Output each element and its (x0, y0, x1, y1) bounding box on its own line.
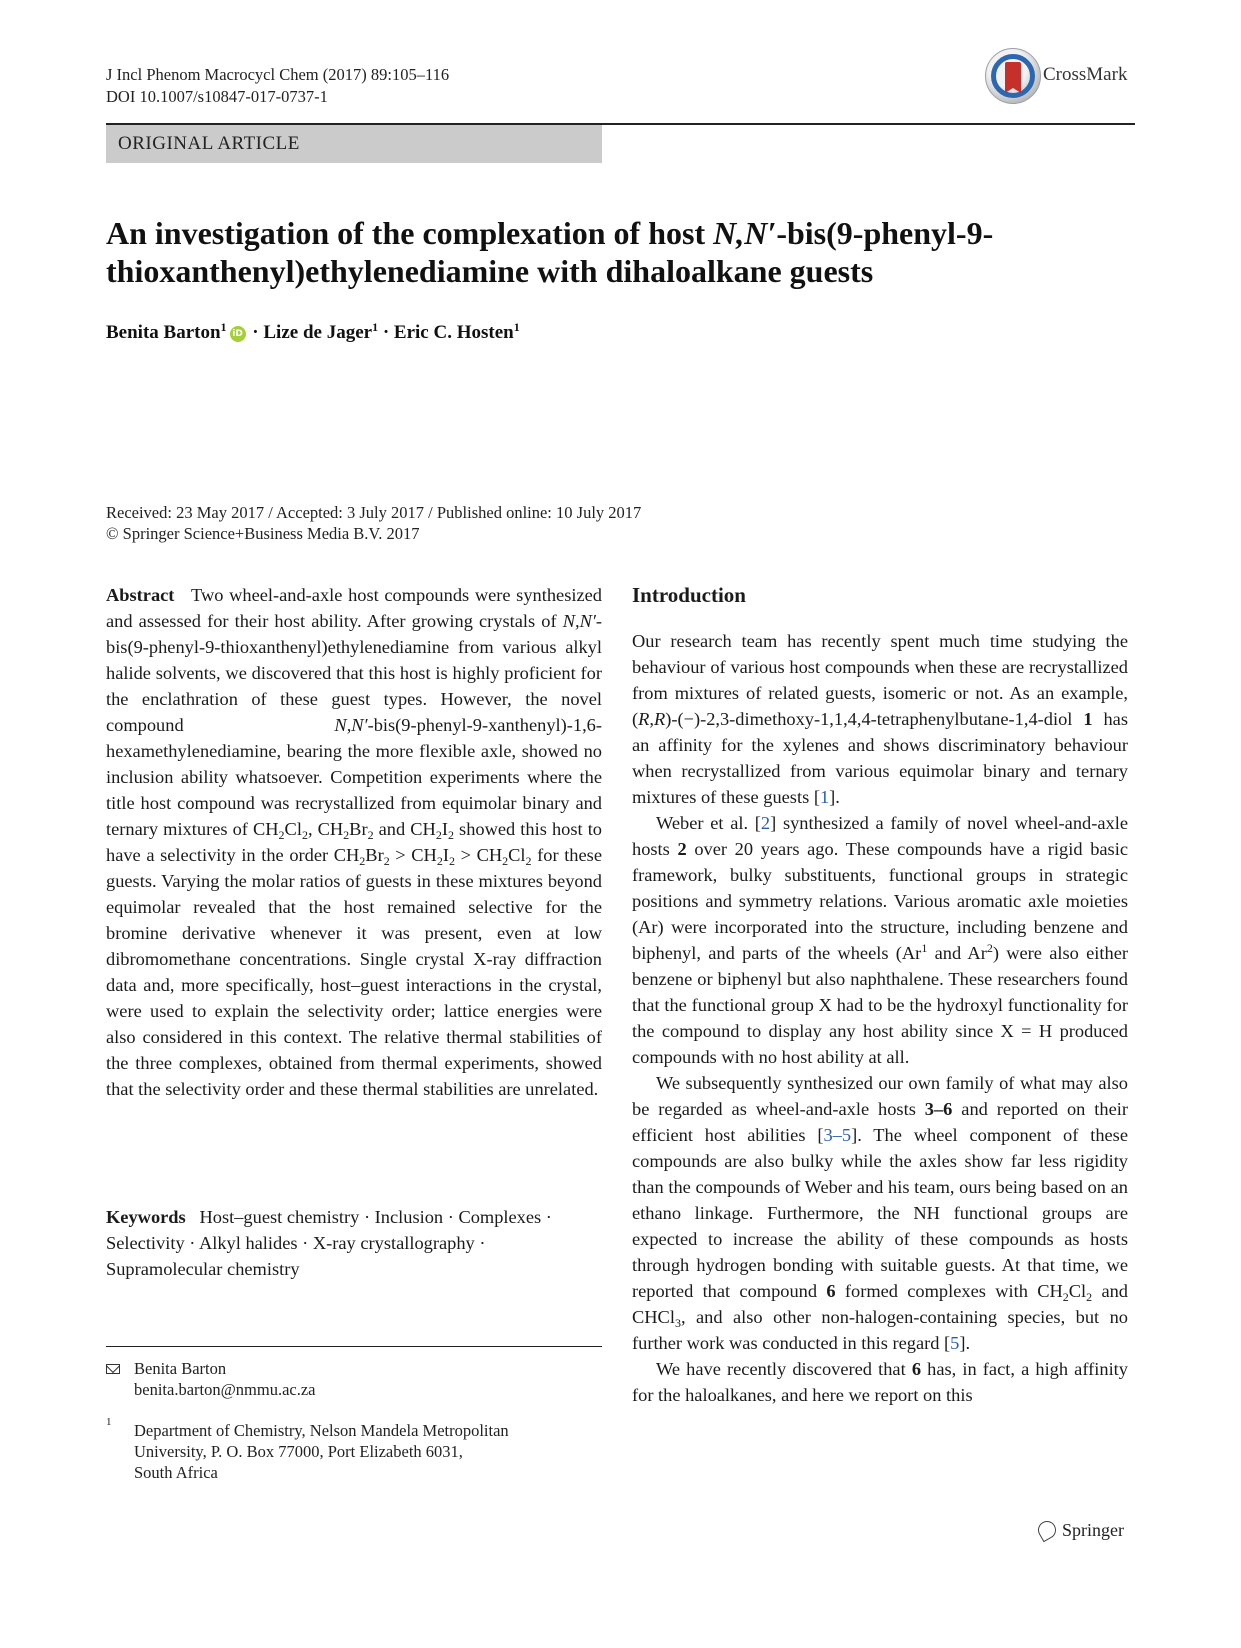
keywords-heading: Keywords (106, 1207, 186, 1227)
copyright-line: © Springer Science+Business Media B.V. 2017 (106, 524, 420, 543)
crossmark-badge[interactable] (985, 48, 1135, 108)
doi-line[interactable]: DOI 10.1007/s10847-017-0737-1 (106, 87, 328, 106)
journal-citation (106, 64, 449, 108)
section-label: ORIGINAL ARTICLE (106, 125, 602, 163)
publisher-name: Springer (1062, 1520, 1124, 1540)
abstract-heading: Abstract (106, 585, 175, 605)
citation-link[interactable]: 1 (819, 787, 830, 807)
envelope-icon (106, 1364, 120, 1374)
article-title: An investigation of the complexation of host N,N′-bis(9-phenyl-9-thioxanthenyl)ethylenediamine with dihaloalkane guests (106, 215, 994, 289)
paragraph: We have recently discovered that 6 has, in fact, a high affinity for the haloalkanes, and here we report on this (632, 1359, 1128, 1405)
author-name[interactable]: Benita Barton (106, 322, 221, 343)
contact-name: Benita Barton (134, 1359, 227, 1378)
publication-dates (106, 502, 641, 544)
citation-link[interactable]: 3 (823, 1125, 833, 1145)
keywords-text: Host–guest chemistry · Inclusion · Complexes · Selectivity · Alkyl halides · X-ray crystallography · Supramolecular chemistry (106, 1207, 552, 1279)
journal-line: J Incl Phenom Macrocycl Chem (2017) 89:105–116 (106, 65, 450, 84)
footnote-rule (106, 1346, 602, 1347)
crossmark-icon (985, 48, 1041, 104)
paragraph: We subsequently synthesized our own family of what may also be regarded as wheel-and-axle hosts 3–6 and reported on their efficient host abilities [3–5]. The wheel component of these compounds are also bulky while the axles show far less rigidity than the compounds of Weber and his team, ours being based on an ethano linkage. Furthermore, the NH functional groups are expected to increase the ability of these compounds as hosts through hydrogen bonding with suitable guests. At that time, we reported that compound 6 formed complexes with $CH_2Cl_2$ and CHCl$_3$, and also other non-halogen-containing species, but no further work was conducted in this regard [5]. (632, 1073, 1129, 1353)
author-name[interactable]: Lize de Jager (263, 322, 373, 343)
contact-email[interactable]: benita.barton@nmmu.ac.za (134, 1380, 316, 1399)
dates-line: Received: 23 May 2017 / Accepted: 3 July 2017 / Published online: 10 July 2017 (106, 503, 642, 522)
author-name[interactable]: Eric C. Hosten (393, 322, 514, 343)
citation-link[interactable]: 5 (841, 1125, 852, 1145)
citation-link[interactable]: 5 (950, 1333, 960, 1353)
affiliation: Department of Chemistry, Nelson Mandela Metropolitan University, P. O. Box 77000, Port Elizabeth 6031, South Africa (134, 1421, 509, 1482)
citation-link[interactable]: 2 (760, 813, 771, 833)
introduction-heading: Introduction (632, 583, 746, 607)
paragraph: Our research team has recently spent much time studying the behaviour of various host compounds when these are recrystallized from mixtures of related guests, isomeric or not. As an example, (R,R)-(−)-2,3-dimethoxy-1,1,4,4-tetraphenylbutane-1,4-diol 1 has an affinity for the xylenes and shows discriminatory behaviour when recrystallized from various equimolar binary and ternary mixtures of these guests [1]. (632, 631, 1128, 807)
orcid-icon[interactable]: iD (230, 326, 246, 342)
author-list: Benita Barton$^1$ iD · Lize de Jager$^1$ · Eric C. Hosten$^1$ (106, 320, 520, 343)
publisher-logo (1038, 1520, 1124, 1541)
affiliation-number: 1 (106, 1416, 112, 1428)
paragraph: Weber et al. [2] synthesized a family of novel wheel-and-axle hosts 2 over 20 years ago. These compounds have a rigid basic framework, bulky substituents, functional groups in strategic positions and symmetry relations. Various aromatic axle moieties (Ar) were incorporated into the structure, including benzene and biphenyl, and parts of the wheels (Ar$^1$ and Ar$^2$) were also either benzene or biphenyl but also naphthalene. These researchers found that the functional group X had to be the hydroxyl functionality for the compound to display any host ability since X = H produced compounds with no host ability at all. (632, 813, 1128, 1067)
crossmark-label: CrossMark (1043, 64, 1128, 85)
introduction-section (632, 582, 1128, 1408)
keywords (106, 1204, 602, 1282)
corresponding-author (134, 1358, 316, 1400)
springer-horse-icon (1035, 1518, 1060, 1543)
abstract: Abstract Two wheel-and-axle host compounds were synthesized and assessed for their host ability. After growing crystals of N,N′-bis(9-phenyl-9-thioxanthenyl)ethylenediamine from various alkyl halide solvents, we discovered that this host is highly proficient for the enclathration of these guest types. However, the novel compound N,N′-bis(9-phenyl-9-xanthenyl)-1,6-hexamethylenediamine, bearing the more flexible axle, showed no inclusion ability whatsoever. Competition experiments where the title host compound was recrystallized from equimolar binary and ternary mixtures of $CH_2Cl_2$, $CH_2Br_2$ and $CH_2I_2$ showed this host to have a selectivity in the order $CH_2Br_2 > CH_2I_2 > CH_2Cl_2$ for these guests. Varying the molar ratios of guests in these mixtures beyond equimolar revealed that the host remained selective for the bromine derivative whenever it was present, even at low dibromomethane concentrations. Single crystal X-ray diffraction data and, more specifically, host–guest interactions in the crystal, were used to explain the selectivity order; lattice energies were also considered in this context. The relative thermal stabilities of the three complexes, obtained from thermal experiments, showed that the selectivity order and these thermal stabilities are unrelated. (106, 585, 602, 1099)
